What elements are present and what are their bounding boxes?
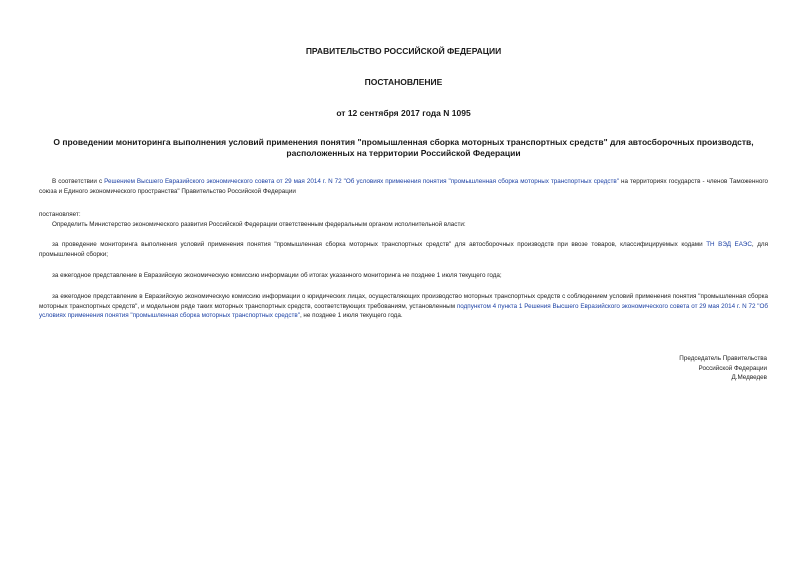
date-number-heading: от 12 сентября 2017 года N 1095 [336,108,471,118]
signature-country: Российской Федерации [698,364,767,372]
document-title: О проведении мониторинга выполнения условий применения понятия "промышленная сборка моторных транспортных средств" для автосборочных производств, расположенных на территории Российской Федерации [53,137,754,158]
item3-text-after: , не позднее 1 июля текущего года. [299,312,403,319]
clause1-text: Определить Министерство экономического развития Российской Федерации ответственным федеральным органом исполнительной власти: [52,221,466,228]
item1-text-before: за проведение мониторинга выполнения условий применения понятия "промышленная сборка моторных транспортных средств" для автосборочных производств при ввозе товаров, классифицируемых кодами [52,241,707,248]
signature-position: Председатель Правительства [679,355,767,362]
preamble-decision-link[interactable]: Решением Высшего Евразийского экономического совета от 29 мая 2014 г. N 72 "Об условиях применения понятия "промышленная сборка моторных транспортных средств" [104,178,620,185]
item2-text: за ежегодное представление в Евразийскую экономическую комиссию информации об итогах указанного мониторинга не позднее 1 июля текущего года; [52,272,502,279]
item3-paragraph [39,292,768,321]
preamble-block [39,177,768,196]
signature-block [679,354,767,383]
item1-text-after: , для промышленной сборки; [39,241,768,258]
preamble-text-after: на территориях государств - членов Таможенного союза и Единого экономического пространства" Правительство Российской Федерации [39,178,769,195]
item3-block [39,292,768,321]
government-heading: ПРАВИТЕЛЬСТВО РОССИЙСКОЙ ФЕДЕРАЦИИ [305,46,502,56]
item1-block [39,240,768,259]
signature-name: Д.Медведев [731,374,767,381]
item3-text-before: за ежегодное представление в Евразийскую экономическую комиссию информации о юридических лицах, осуществляющих производство моторных транспортных средств с соблюдением условий применения понятия "промышленная сборка моторных транспортных средств", и модельном ряде таких моторных транспортных средств, соответствующих требованиям, установленным [39,293,768,310]
item1-paragraph [39,240,768,259]
resolves-text: постановляет: [39,211,81,218]
resolves-line [39,210,768,220]
clause1-block [39,220,768,230]
preamble-paragraph [39,177,768,196]
subparagraph-link[interactable]: подпунктом 4 пункта 1 Решения Высшего Евразийского экономического совета от 29 мая 2014 г. N 72 "Об условиях применения понятия "промышленная сборка моторных транспортных средств" [39,302,768,319]
item2-block [39,271,768,281]
doc-type-heading: ПОСТАНОВЛЕНИЕ [364,77,443,87]
tn-ved-link[interactable]: ТН ВЭД ЕАЭС [706,241,752,248]
preamble-text-before: В соответствии с [52,178,105,185]
